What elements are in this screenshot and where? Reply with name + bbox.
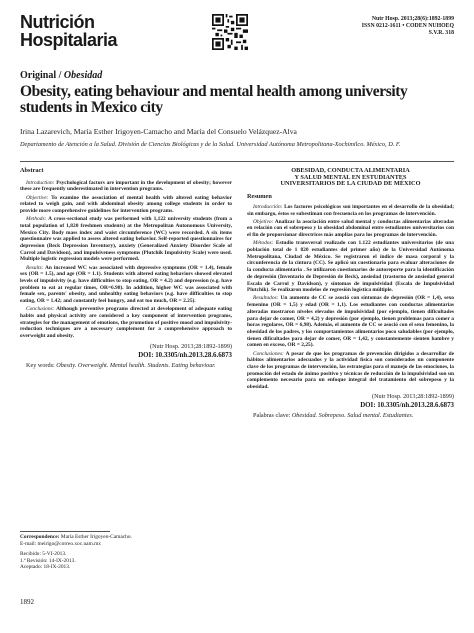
paragraph-label: Introduction:: [26, 179, 55, 186]
footnote: [20, 534, 230, 571]
palabras-clave-label: Palabras clave:: [253, 411, 291, 419]
keywords-label: Key words:: [26, 361, 55, 369]
correspondence-email: E-mail: meirigo@correo.xoc.uam.mx: [20, 540, 102, 547]
keywords: [20, 362, 232, 370]
resumen-paragraph: [247, 204, 454, 217]
paragraph-label: Objective:: [26, 194, 49, 201]
section-main: Original: [20, 70, 57, 81]
abstract-body: [20, 180, 232, 340]
correspondence-name: María Esther Irigoyen-Camacho.: [59, 534, 132, 540]
section-separator: /: [56, 70, 64, 81]
journal-info: [304, 16, 454, 37]
article-affiliation: Departamento de Atención a la Salud. División de Ciencias Biológicas y de la Salud. Universidad Autónoma Metropolitana-Xochimilco. México, D. F.: [20, 141, 401, 148]
spanish-title-line: UNIVERSITARIOS DE LA CIUDAD DE MÉXICO: [280, 180, 421, 188]
keywords-list: Obesity. Overweight. Mental health. Students. Eating behaviour.: [54, 361, 216, 369]
correspondence-label: Correspondence:: [20, 534, 60, 540]
resumen-body: [247, 204, 454, 391]
journal-logo-line1: Nutrición: [20, 12, 95, 32]
paragraph-label: Results:: [26, 264, 44, 271]
resumen-paragraph: [247, 351, 454, 391]
paragraph-text: Analizar la asociación entre salud mental y conductas alimentarias alteradas en relación con el sobrepeso y la obesidad abdominal entre estudiantes universitarios con el fin de proporcionar directrices más amplias para los programas de intervención.: [247, 218, 454, 239]
resumen-doi: DOI: 10.3305/nh.2013.28.6.6873: [360, 401, 454, 409]
resumen-citation: (Nutr Hosp. 2013;28:1892-1899): [372, 392, 454, 400]
paragraph-text: Psychological factors are important in the development of obesity; however these are frequently underestimated in intervention programs.: [20, 179, 232, 193]
section-sub: Obesidad: [63, 70, 103, 81]
page-number: 1892: [20, 598, 34, 606]
paragraph-text: Los factores psicológicos son importantes en el desarrollo de la obesidad; sin embargo, éstos se subestiman con frecuencia en los programas de intervención.: [247, 203, 454, 217]
abstract-paragraph: [20, 195, 232, 215]
paragraph-label: Métodos:: [253, 240, 274, 247]
accepted-date: Aceptado: 18-IX-2013.: [20, 564, 71, 570]
resumen-heading: Resumen: [247, 193, 272, 201]
article-title: Obesity, eating behaviour and mental health among university students in Mexico city: [20, 83, 408, 116]
paragraph-label: Conclusiones:: [253, 350, 284, 357]
spanish-title: [247, 168, 454, 188]
article-authors: Irina Lazarevich, María Esther Irigoyen-Camacho and María del Consuelo Velázquez-Alva: [20, 127, 297, 136]
revision-date: 1.ª Revisión: 14-IX-2013.: [20, 557, 76, 564]
section-label: [20, 70, 102, 81]
abstract-paragraph: [20, 265, 232, 305]
resumen-paragraph: [247, 240, 454, 294]
paragraph-text: Although preventive programs directed at development of adequate eating habits and physical activity are considered a key component of intervention programs, strategies for the management of emotions, the promotion of positive mood and impulsivity-reduction techniques are a necessary complement for a comprehensive approach to overweight and obesity.: [20, 306, 232, 340]
paragraph-text: An increased WC was associated with depressive symptoms (OR = 1.4), female sex (OR = 1.5), and age (OR = 1.1). Students with altered eating behaviors showed elevated levels of impulsivity (e.g. have difficulties to stop eating, OR = 4.2) and depression (e.g. have problem to eat at regular times, OR=6.98). In addition, higher WC was associated with female sex, parents' obesity, and unhealthy eating behaviors (e.g. have difficulties to stop eating, OR = 1.42; and constantly feel hungry, and eat too much, OR = 2.25).: [20, 264, 232, 305]
journal-citation: Nutr Hosp. 2013;28(6):1892-1899: [371, 16, 454, 22]
paragraph-text: Estudio transversal realizado con 1.122 estudiantes universitarios (de una población total de 1 820 estudiantes del primer año) de la Universidad Autónoma Metropolitana, Ciudad de México. Se registraron el índice de masa corporal y la circunferencia de la cintura (CC). Se aplicó un cuestionario para evaluar alteraciones de la conducta alimentaria . Se utilizaron cuestionarios de autoreporte para la identificación de depresión (Inventario de Depresión de Beck), ansiedad (trastorno de ansiedad general Escala de Carrol y Davidson), y síntomas de impulsividad (Escala de Impulsividad Plutchik). Se realizaron modelos de regresión logística múltiple.: [247, 240, 454, 294]
paragraph-text: Un aumento de CC se asoció con síntomas de depresión (OR = 1,4), sexo femenino (OR = 1,5) y edad (OR = 1,1). Los estudiantes con conductas alimentarias alteradas mostraron niveles elevados de impulsividad (por ejemplo, tienen dificultades para dejar de comer, OR = 4,2) y depresión (por ejemplo, tienen problemas para comer a horas regulares, OR = 6,98). Además, el aumento de CC se asoció con el sexo femenino, la obesidad de los padres, y los comportamientos alimentarios poco saludables (por ejemplo, tienen dificultades para dejar de comer, OR = 1,42, y constantemente sienten hambre y comen en exceso, OR = 2,25).: [247, 295, 454, 349]
paragraph-label: Introducción:: [253, 203, 283, 210]
qr-code-icon: [212, 14, 248, 50]
resumen-paragraph: [247, 295, 454, 349]
abstract-citation: (Nutr Hosp. 2013;28:1892-1899): [150, 342, 232, 350]
palabras-clave-list: Obesidad. Sobrepeso. Salud mental. Estudiantes.: [290, 411, 414, 419]
abstract-paragraph: [20, 306, 232, 340]
abstract-column-english: [20, 168, 232, 369]
received-date: Recibido: 5-VI-2013.: [20, 551, 67, 557]
paragraph-label: Conclusions:: [26, 306, 55, 313]
paragraph-text: To examine the association of mental health with altered eating behavior related to weigh gain, and with abdominal obesity among college students in order to provide more comprehensive guidelines for intervention programs.: [20, 194, 232, 215]
abstract-paragraph: [20, 180, 232, 193]
journal-svr: S.V.R. 318: [428, 30, 454, 36]
paragraph-text: A cross-sectional study was performed with 1,122 university students (from a total population of 1,820 freshmen students) at the Metropolitan Autonomous University, Mexico City. Body mass index and waist circumference (WC) were recorded. A six items questionnaire was applied to assess altered eating behavior. Self-reported questionnaires for depression (Beck Depression Inventory), anxiety (Generalized Anxiety Disorder Scale of Carrol and Davidson), and impulsiveness symptoms (Plutchik Impulsivity Scale) were used. Multiple logistic regression models were performed.: [20, 216, 232, 263]
paragraph-label: Objetivo:: [253, 218, 274, 225]
spanish-title-line: Y SALUD MENTAL EN ESTUDIANTES: [294, 173, 407, 181]
abstract-doi: DOI: 10.3305/nh.2013.28.6.6873: [138, 351, 232, 359]
abstract-column-spanish: [247, 168, 454, 419]
abstract-heading: Abstract: [20, 167, 44, 174]
spanish-title-line: OBESIDAD, CONDUCTA ALIMENTARIA: [291, 167, 410, 174]
abstract-paragraph: [20, 216, 232, 263]
footnote-divider: [20, 531, 110, 532]
journal-logo-line2: Hospitalaria: [20, 30, 118, 50]
paragraph-label: Resultados:: [253, 295, 279, 302]
paragraph-text: A pesar de que los programas de prevención dirigidos a desarrollar de hábitos alimentarios adecuados y la actividad física son considerados un componente clave de los programas de intervención, las estrategias para el manejo de las emociones, la promoción del estado de ánimo positivo y técnicas de reducción de la impulsividad son un complemento necesario para un enfoque integral del tratamiento del sobrepeso y la obesidad.: [247, 350, 454, 391]
journal-issn: ISSN 0212-1611 • CODEN NUHOEQ: [361, 23, 454, 29]
resumen-paragraph: [247, 219, 454, 239]
paragraph-label: Methods:: [26, 216, 47, 223]
header-divider: [20, 161, 454, 162]
palabras-clave: [247, 412, 454, 420]
